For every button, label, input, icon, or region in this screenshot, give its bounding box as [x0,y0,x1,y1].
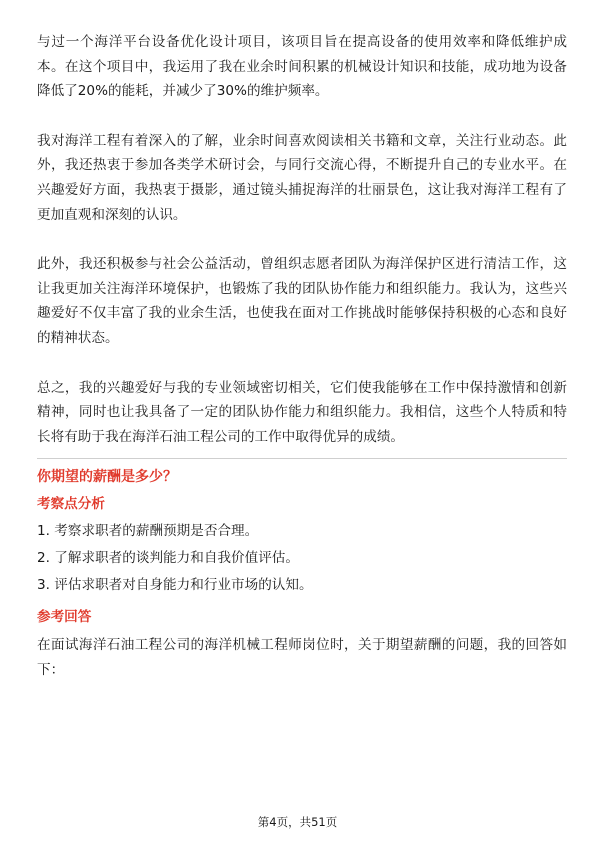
analysis-item-2: 2. 了解求职者的谈判能力和自我价值评估。 [37,550,299,567]
body-paragraph-1: 与过一个海洋平台设备优化设计项目，该项目旨在提高设备的使用效率和降低维护成本。在这个项目中，我运用了我在业余时间积累的机械设计知识和技能，成功地为设备降低了20%的能耗，并减少了30%的维护频率。 [37,34,567,100]
analysis-heading: 考察点分析 [37,496,105,513]
section-divider [37,458,567,459]
analysis-item-3: 3. 评估求职者对自身能力和行业市场的认知。 [37,577,313,594]
page-footer: 第4页，共51页 [257,815,338,829]
paragraph-gap [37,351,567,376]
answer-heading: 参考回答 [37,609,92,626]
paragraph-gap [37,227,567,252]
question-heading: 你期望的薪酬是多少？ [37,469,177,486]
paragraph-gap [37,104,567,129]
body-paragraph-4: 总之，我的兴趣爱好与我的专业领域密切相关，它们使我能够在工作中保持激情和创新精神，同时也让我具备了一定的团队协作能力和组织能力。我相信，这些个人特质和特长将有助于我在海洋石油工程公司的工作中取得优异的成绩。 [37,379,567,445]
body-paragraph-3: 此外，我还积极参与社会公益活动，曾组织志愿者团队为海洋保护区进行清洁工作，这让我更加关注海洋环境保护，也锻炼了我的团队协作能力和组织能力。我认为，这些兴趣爱好不仅丰富了我的业余生活，也使我在面对工作挑战时能够保持积极的心态和良好的精神状态。 [37,256,567,346]
body-paragraph-2: 我对海洋工程有着深入的了解，业余时间喜欢阅读相关书籍和文章，关注行业动态。此外，我还热衷于参加各类学术研讨会，与同行交流心得，不断提升自己的专业水平。在兴趣爱好方面，我热衷于摄影，通过镜头捕捉海洋的壮丽景色，这让我对海洋工程有了更加直观和深刻的认识。 [37,132,567,223]
page-content [37,30,567,683]
answer-paragraph: 在面试海洋石油工程公司的海洋机械工程师岗位时，关于期望薪酬的问题，我的回答如下： [37,637,567,678]
analysis-item-1: 1. 考察求职者的薪酬预期是否合理。 [37,523,259,540]
